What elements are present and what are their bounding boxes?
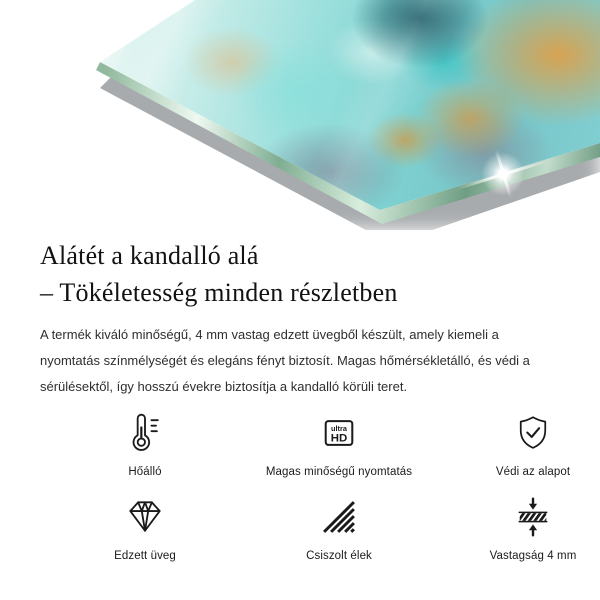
feature-thickness-4mm [436,492,600,562]
feature-label: Csiszolt élek [306,550,372,562]
features-grid [48,408,600,562]
page-title-line2: – Tökéletesség minden részletben [40,278,398,307]
ultra-hd-icon-text-top: ultra [331,424,347,434]
feature-protects-base [436,408,600,478]
product-info-section [0,230,600,562]
page-title-line1: Alátét a kandalló alá [40,241,259,270]
ultra-hd-icon-text-bottom: HD [330,432,348,445]
feature-label: Védi az alapot [495,466,571,478]
feature-tempered-glass [48,492,242,562]
diamond-icon [123,492,167,542]
feature-heat-resistant [48,408,242,478]
feature-label: Edzett üveg [114,550,176,562]
thermometer-icon [123,408,167,458]
thickness-icon [511,492,555,542]
polished-edges-icon [318,492,360,542]
feature-label: Vastagság 4 mm [489,550,577,562]
page-title [40,237,560,311]
feature-label: Magas minőségű nyomtatás [265,466,413,478]
shield-check-icon [512,408,554,458]
product-image [0,0,600,230]
ultra-hd-icon [317,408,361,458]
product-description: A termék kiváló minőségű, 4 mm vastag edzett üvegből készült, amely kiemeli a nyomtatás színmélységét és elegáns fényt biztosít. Magas hőmérsékletálló, és védi a sérülésektől, így hosszú évekre biztosítja a kandalló körüli teret. [40,327,530,394]
feature-high-quality-print [242,408,436,478]
feature-label: Hőálló [128,466,162,478]
feature-polished-edges [242,492,436,562]
